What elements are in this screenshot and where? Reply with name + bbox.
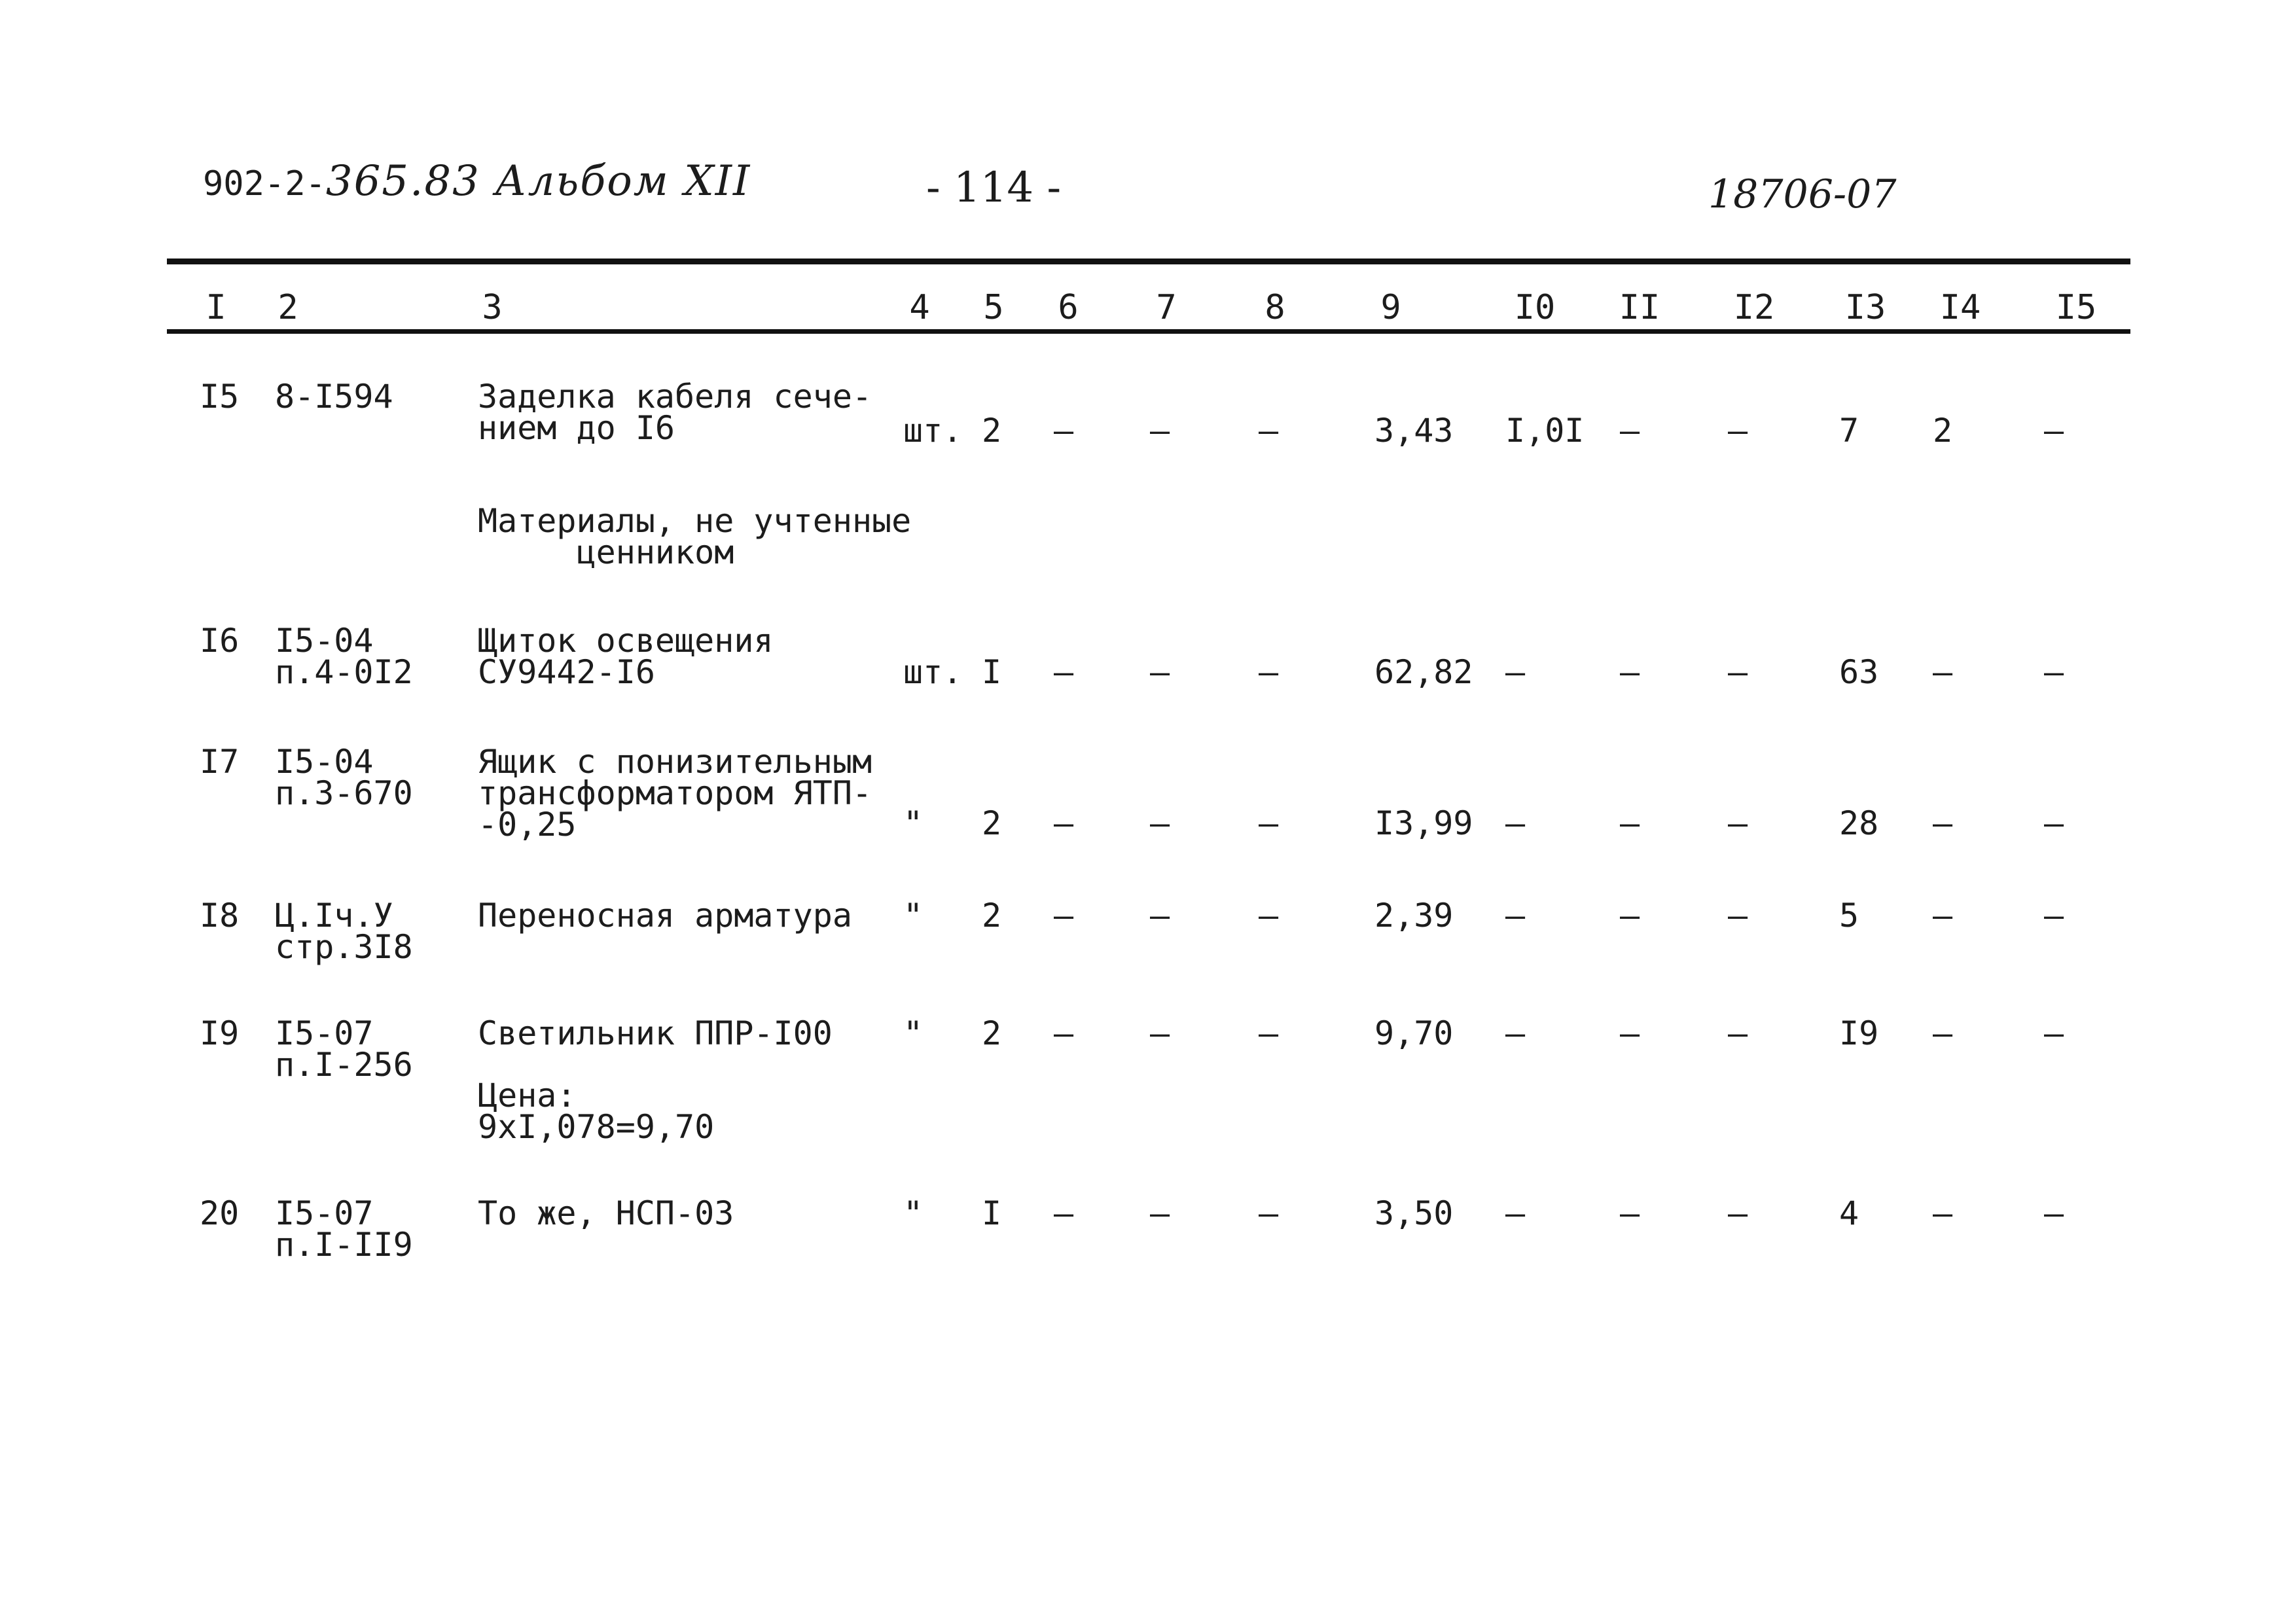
cell-c5: 2 [981, 1014, 1002, 1052]
cell-c14: – [1932, 1194, 1953, 1232]
column-number: 4 [909, 288, 930, 327]
cell-c13: 7 [1839, 412, 1859, 450]
cell-name: Материалы, не учтенные ценником [478, 502, 912, 571]
cell-c15: – [2043, 804, 2064, 842]
column-number: 5 [983, 288, 1004, 327]
cell-c5: I [981, 1194, 1002, 1232]
cell-c12: – [1727, 1194, 1748, 1232]
column-number: I0 [1514, 288, 1556, 327]
cell-unit: " [903, 804, 924, 842]
cell-c11: – [1619, 412, 1640, 450]
cell-name: Щиток освещения СУ9442-I6 [478, 622, 774, 691]
cell-unit: шт. [903, 412, 963, 450]
document-code [203, 157, 751, 205]
cell-c15: – [2043, 412, 2064, 450]
cell-c6: – [1053, 1014, 1074, 1052]
document-code-printed: 902-2- [203, 164, 326, 204]
cell-c15: – [2043, 897, 2064, 935]
cell-num: I6 [200, 622, 240, 660]
column-number: 9 [1380, 288, 1401, 327]
cell-c12: – [1727, 653, 1748, 691]
cell-name: То же, НСП-03 [478, 1194, 734, 1232]
column-number: II [1619, 288, 1660, 327]
column-number: 2 [278, 288, 298, 327]
cell-c8: – [1258, 804, 1279, 842]
cell-c12: – [1727, 897, 1748, 935]
cell-c14: – [1932, 653, 1953, 691]
cell-c9: 3,43 [1374, 412, 1454, 450]
cell-c8: – [1258, 1194, 1279, 1232]
cell-c13: 28 [1839, 804, 1879, 842]
cell-c8: – [1258, 1014, 1279, 1052]
cell-c13: 4 [1839, 1194, 1859, 1232]
cell-c9: 62,82 [1374, 653, 1473, 691]
cell-c12: – [1727, 412, 1748, 450]
cell-num: I7 [200, 743, 240, 781]
cell-c7: – [1149, 412, 1170, 450]
cell-name: Заделка кабеля сече- нием до I6 [478, 378, 872, 447]
table-top-rule [167, 259, 2130, 264]
cell-c6: – [1053, 653, 1074, 691]
cell-c10: – [1505, 1194, 1526, 1232]
cell-code: I5-04 п.3-670 [275, 743, 413, 812]
cell-c14: – [1932, 1014, 1953, 1052]
cell-c5: 2 [981, 804, 1002, 842]
cell-c7: – [1149, 897, 1170, 935]
cell-c10: I,0I [1505, 412, 1585, 450]
cell-code: 8-I594 [275, 378, 393, 416]
cell-c14: 2 [1932, 412, 1953, 450]
cell-name: Цена: 9хI,078=9,70 [478, 1077, 715, 1146]
cell-c6: – [1053, 1194, 1074, 1232]
cell-c8: – [1258, 897, 1279, 935]
cell-c10: – [1505, 897, 1526, 935]
cell-c9: 9,70 [1374, 1014, 1454, 1052]
cell-name: Ящик с понизительным трансформатором ЯТП- -0,25 [478, 743, 872, 844]
column-number: I4 [1939, 288, 1981, 327]
cell-unit: " [903, 897, 924, 935]
column-number: I3 [1844, 288, 1886, 327]
cell-c7: – [1149, 804, 1170, 842]
cell-c11: – [1619, 1014, 1640, 1052]
cell-c10: – [1505, 804, 1526, 842]
cell-c6: – [1053, 412, 1074, 450]
cell-c8: – [1258, 412, 1279, 450]
cell-c9: I3,99 [1374, 804, 1473, 842]
cell-num: I9 [200, 1014, 240, 1052]
cell-num: I8 [200, 897, 240, 935]
cell-c7: – [1149, 1194, 1170, 1232]
page-number: - 114 - [926, 164, 1062, 212]
cell-code: I5-04 п.4-0I2 [275, 622, 413, 691]
cell-c13: I9 [1839, 1014, 1879, 1052]
cell-c11: – [1619, 897, 1640, 935]
cell-unit: шт. [903, 653, 963, 691]
cell-c6: – [1053, 804, 1074, 842]
cell-c10: – [1505, 653, 1526, 691]
column-number: I5 [2055, 288, 2097, 327]
cell-code: I5-07 п.I-256 [275, 1014, 413, 1084]
column-number: I2 [1733, 288, 1775, 327]
cell-c14: – [1932, 897, 1953, 935]
cell-c6: – [1053, 897, 1074, 935]
column-number: 8 [1265, 288, 1285, 327]
cell-code: Ц.Iч.У стр.3I8 [275, 897, 413, 966]
cell-c7: – [1149, 653, 1170, 691]
cell-c15: – [2043, 653, 2064, 691]
cell-num: 20 [200, 1194, 240, 1232]
cell-unit: " [903, 1014, 924, 1052]
column-number: 3 [482, 288, 503, 327]
cell-c13: 5 [1839, 897, 1859, 935]
cell-c15: – [2043, 1014, 2064, 1052]
column-number: 6 [1058, 288, 1079, 327]
cell-c13: 63 [1839, 653, 1879, 691]
cell-c12: – [1727, 804, 1748, 842]
cell-name: Переносная арматура [478, 897, 852, 935]
cell-unit: " [903, 1194, 924, 1232]
cell-c11: – [1619, 653, 1640, 691]
cell-c5: 2 [981, 897, 1002, 935]
cell-c5: 2 [981, 412, 1002, 450]
cell-num: I5 [200, 378, 240, 416]
cell-c8: – [1258, 653, 1279, 691]
column-number: 7 [1156, 288, 1177, 327]
cell-c15: – [2043, 1194, 2064, 1232]
cell-c5: I [981, 653, 1002, 691]
cell-c10: – [1505, 1014, 1526, 1052]
cell-c11: – [1619, 1194, 1640, 1232]
column-number: I [206, 288, 226, 327]
document-code-handwritten: 365.83 Альбом XII [325, 157, 751, 205]
cell-code: I5-07 п.I-II9 [275, 1194, 413, 1264]
cell-c9: 3,50 [1374, 1194, 1454, 1232]
cell-c11: – [1619, 804, 1640, 842]
archive-number: 18706-07 [1708, 171, 1897, 217]
table-header-rule [167, 329, 2130, 334]
cell-c12: – [1727, 1014, 1748, 1052]
cell-name: Светильник ППР-I00 [478, 1014, 833, 1052]
cell-c7: – [1149, 1014, 1170, 1052]
cell-c9: 2,39 [1374, 897, 1454, 935]
cell-c14: – [1932, 804, 1953, 842]
